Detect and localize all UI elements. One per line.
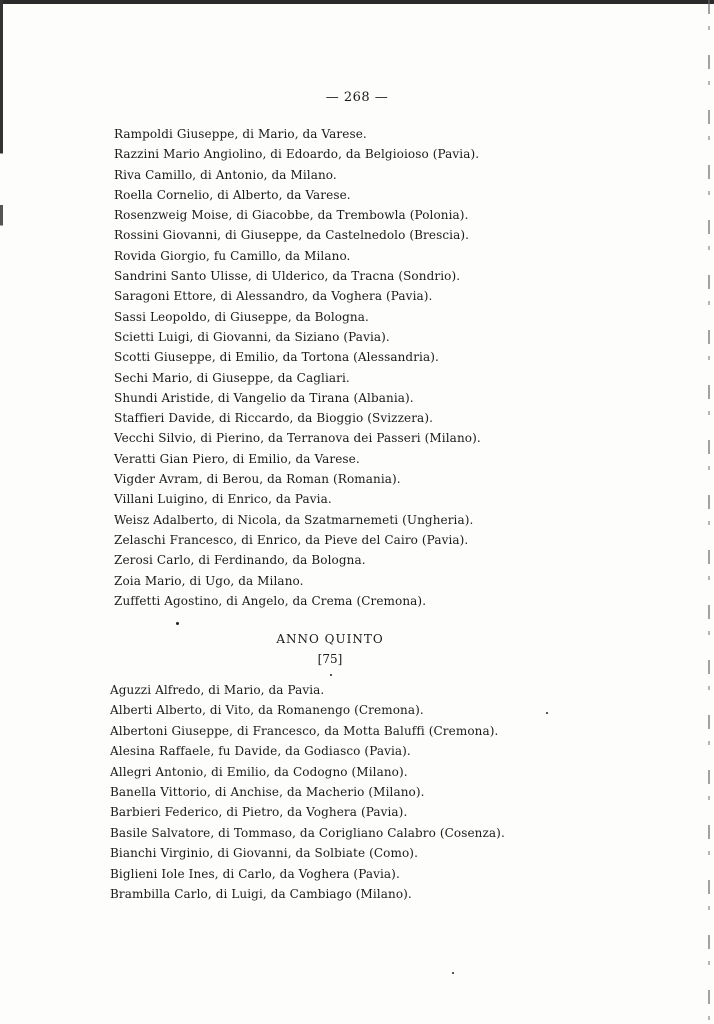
list-item: Villani Luigino, di Enrico, da Pavia. bbox=[114, 492, 332, 507]
ink-speck bbox=[452, 972, 454, 974]
list-item: Roella Cornelio, di Alberto, da Varese. bbox=[114, 187, 351, 202]
ink-speck bbox=[546, 712, 548, 714]
list-item: Saragoni Ettore, di Alessandro, da Voghera (Pavia). bbox=[114, 289, 433, 304]
section-count: [75] bbox=[317, 652, 343, 666]
list-item: Sechi Mario, di Giuseppe, da Cagliari. bbox=[114, 370, 350, 385]
list-item: Sassi Leopoldo, di Giuseppe, da Bologna. bbox=[114, 309, 369, 324]
list-item: Vigder Avram, di Berou, da Roman (Romania). bbox=[114, 472, 401, 487]
list-item: Rossini Giovanni, di Giuseppe, da Castelnedolo (Brescia). bbox=[114, 228, 470, 243]
list-item: Banella Vittorio, di Anchise, da Macherio (Milano). bbox=[110, 785, 425, 800]
list-item: Barbieri Federico, di Pietro, da Voghera (Pavia). bbox=[110, 805, 408, 820]
list-item: Alesina Raffaele, fu Davide, da Godiasco (Pavia). bbox=[110, 744, 411, 759]
list-item: Rosenzweig Moise, di Giacobbe, da Trembowla (Polonia). bbox=[114, 208, 469, 223]
list-item: Rovida Giorgio, fu Camillo, da Milano. bbox=[114, 248, 351, 263]
list-item: Zelaschi Francesco, di Enrico, da Pieve del Cairo (Pavia). bbox=[114, 532, 469, 547]
list-item: Scotti Giuseppe, di Emilio, da Tortona (Alessandria). bbox=[114, 350, 439, 365]
list-item: Biglieni Iole Ines, di Carlo, da Voghera (Pavia). bbox=[110, 866, 400, 881]
list-item: Zuffetti Agostino, di Angelo, da Crema (Cremona). bbox=[114, 593, 427, 608]
list-item: Riva Camillo, di Antonio, da Milano. bbox=[114, 167, 337, 182]
section-title: ANNO QUINTO bbox=[276, 632, 384, 646]
list-item: Scietti Luigi, di Giovanni, da Siziano (Pavia). bbox=[114, 329, 390, 344]
list-item: Razzini Mario Angiolino, di Edoardo, da Belgioioso (Pavia). bbox=[114, 147, 480, 162]
student-list-before bbox=[114, 124, 481, 611]
list-item: Bianchi Virginio, di Giovanni, da Solbiate (Como). bbox=[110, 846, 418, 861]
list-item: Zerosi Carlo, di Ferdinando, da Bologna. bbox=[114, 553, 366, 568]
ink-speck bbox=[176, 622, 179, 625]
list-item: Staffieri Davide, di Riccardo, da Bioggio (Svizzera). bbox=[114, 411, 434, 426]
list-item: Albertoni Giuseppe, di Francesco, da Motta Baluffi (Cremona). bbox=[110, 723, 499, 738]
scan-edge-top bbox=[0, 0, 714, 4]
page-number: — 268 — bbox=[325, 90, 389, 105]
list-item: Alberti Alberto, di Vito, da Romanengo (Cremona). bbox=[110, 703, 424, 718]
list-item: Weisz Adalberto, di Nicola, da Szatmarnemeti (Ungheria). bbox=[114, 512, 474, 527]
list-item: Basile Salvatore, di Tommaso, da Corigliano Calabro (Cosenza). bbox=[110, 825, 505, 840]
scan-edge-left bbox=[0, 0, 3, 1024]
list-item: Vecchi Silvio, di Pierino, da Terranova dei Passeri (Milano). bbox=[114, 431, 481, 446]
scan-edge-right bbox=[708, 0, 710, 1024]
list-item: Shundi Aristide, di Vangelio da Tirana (Albania). bbox=[114, 390, 414, 405]
list-item: Zoia Mario, di Ugo, da Milano. bbox=[114, 573, 304, 588]
ink-speck bbox=[330, 674, 332, 676]
list-item: Allegri Antonio, di Emilio, da Codogno (Milano). bbox=[110, 764, 408, 779]
list-item: Rampoldi Giuseppe, di Mario, da Varese. bbox=[114, 127, 367, 141]
list-item: Veratti Gian Piero, di Emilio, da Varese. bbox=[114, 451, 360, 466]
list-item: Aguzzi Alfredo, di Mario, da Pavia. bbox=[110, 683, 325, 697]
list-item: Sandrini Santo Ulisse, di Ulderico, da Tracna (Sondrio). bbox=[114, 269, 461, 284]
list-item: Brambilla Carlo, di Luigi, da Cambiago (Milano). bbox=[110, 887, 412, 902]
student-list-anno-quinto bbox=[110, 680, 505, 904]
